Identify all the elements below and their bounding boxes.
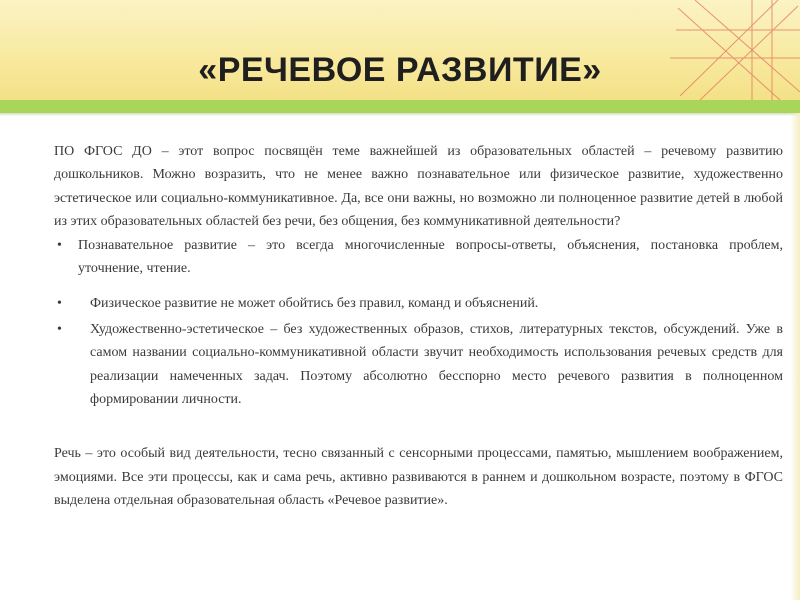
green-band-shadow: [0, 113, 800, 116]
bullet-item: [54, 318, 783, 412]
bullet-dot: •: [57, 321, 62, 337]
right-edge-gradient: [790, 113, 800, 600]
bullet-list: [54, 234, 783, 412]
bullet-dot: •: [57, 237, 62, 253]
intro-paragraph: ПО ФГОС ДО – этот вопрос посвящён теме важнейшей из образовательных областей – речевому развитию дошкольников. Можно возразить, что не менее важно познавательное или физическое развитие, художественно эстетическое или социально-коммуникативное. Да, все они важны, но возможно ли полноценное развитие детей в любой из этих образовательных областей без речи, без общения, без коммуникативной деятельности?: [54, 144, 783, 230]
slide-content: [54, 140, 783, 513]
bullet-item: [54, 292, 783, 315]
bullet-item: [54, 234, 783, 281]
green-divider-band: [0, 100, 800, 113]
bullet-text: Познавательное развитие – это всегда многочисленные вопросы-ответы, объяснения, постановка проблем, уточнение, чтение.: [78, 237, 783, 277]
conclusion-paragraph: Речь – это особый вид деятельности, тесно связанный с сенсорными процессами, памятью, мышлением воображением, эмоциями. Все эти процессы, как и сама речь, активно развиваются в раннем и дошкольном возрасте, поэтому в ФГОС выделена отдельная образовательная область «Речевое развитие».: [54, 446, 783, 509]
slide-title: «РЕЧЕВОЕ РАЗВИТИЕ»: [198, 51, 602, 89]
bullet-text: Физическое развитие не может обойтись без правил, команд и объяснений.: [90, 296, 539, 312]
bullet-dot: •: [57, 296, 62, 312]
bullet-text: Художественно-эстетическое – без художественных образов, стихов, литературных текстов, обсуждений. Уже в самом названии социально-коммуникативной области звучит необходимость использования речевых средств для реализации намеченных задач. Поэтому абсолютно бесспорно место речевого развития в полноценном формировании личности.: [90, 321, 783, 408]
